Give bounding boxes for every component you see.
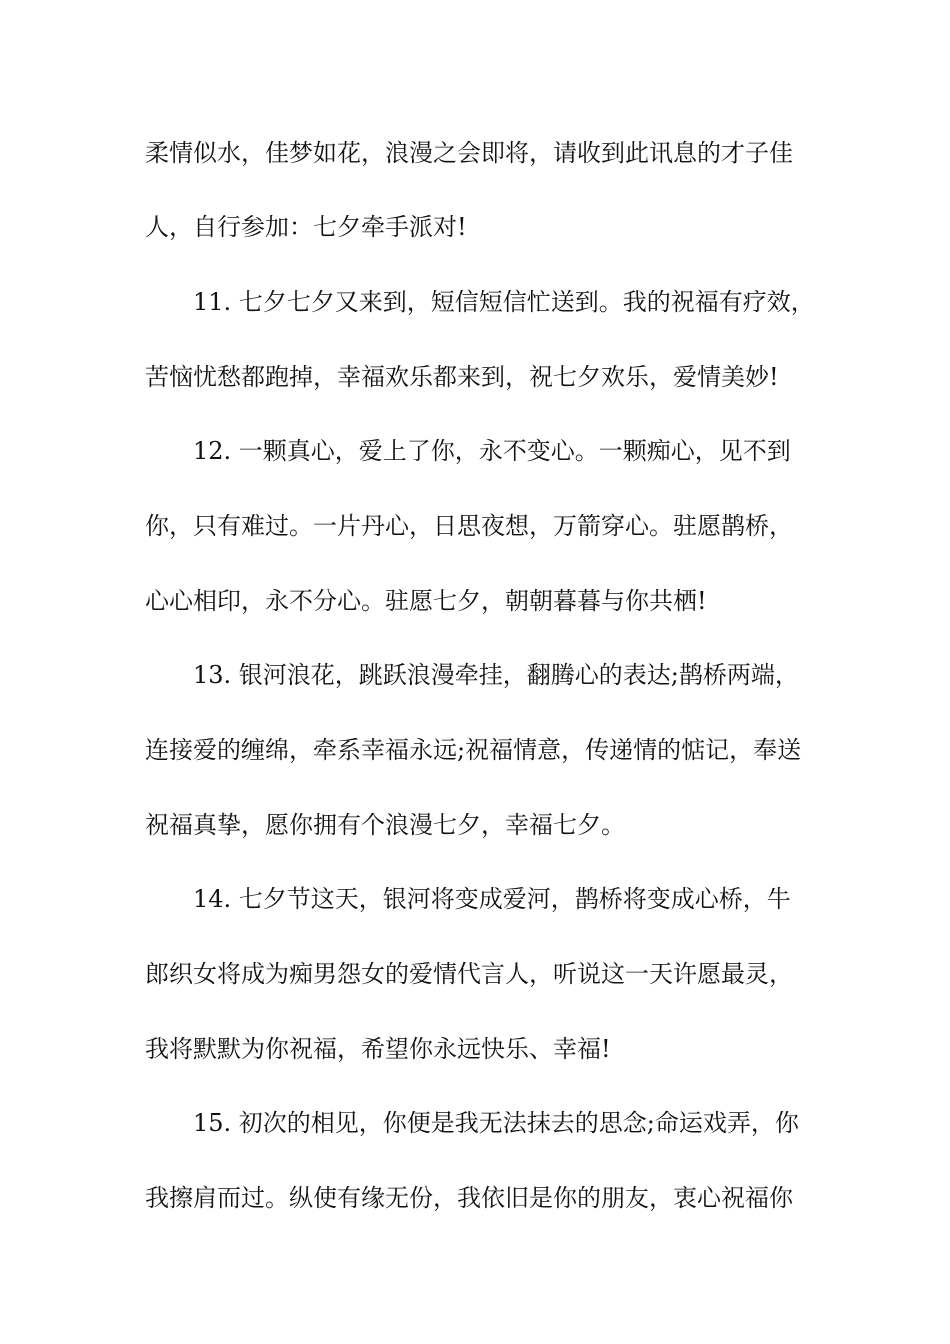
text-line: 我将默默为你祝福，希望你永远快乐、幸福!: [145, 1035, 611, 1063]
text-line: 人，自行参加：七夕牵手派对!: [145, 213, 467, 241]
text-line: 我擦肩而过。纵使有缘无份，我依旧是你的朋友，衷心祝福你: [145, 1184, 793, 1212]
paragraph-14-start: 14. 七夕节这天，银河将变成爱河，鹊桥将变成心桥，牛: [193, 885, 791, 913]
text-line: 郎织女将成为痴男怨女的爱情代言人，听说这一天许愿最灵，: [145, 960, 793, 988]
text-line: 祝福真挚，愿你拥有个浪漫七夕，幸福七夕。: [145, 811, 625, 839]
text-line: 你，只有难过。一片丹心，日思夜想，万箭穿心。驻愿鹊桥，: [145, 512, 793, 540]
text-line: 连接爱的缠绵，牵系幸福永远;祝福情意，传递情的惦记，奉送: [145, 736, 802, 764]
paragraph-13-start: 13. 银河浪花，跳跃浪漫牵挂，翻腾心的表达;鹊桥两端，: [193, 661, 799, 689]
paragraph-12-start: 12. 一颗真心，爱上了你，永不变心。一颗痴心，见不到: [193, 437, 791, 465]
paragraph-11-start: 11. 七夕七夕又来到，短信短信忙送到。我的祝福有疗效，: [193, 288, 815, 316]
paragraph-15-start: 15. 初次的相见，你便是我无法抹去的思念;命运戏弄，你: [193, 1109, 799, 1137]
text-line: 柔情似水，佳梦如花，浪漫之会即将，请收到此讯息的才子佳: [145, 139, 793, 167]
text-line: 苦恼忧愁都跑掉，幸福欢乐都来到，祝七夕欢乐，爱情美妙!: [145, 363, 779, 391]
text-line: 心心相印，永不分心。驻愿七夕，朝朝暮暮与你共栖!: [145, 587, 707, 615]
